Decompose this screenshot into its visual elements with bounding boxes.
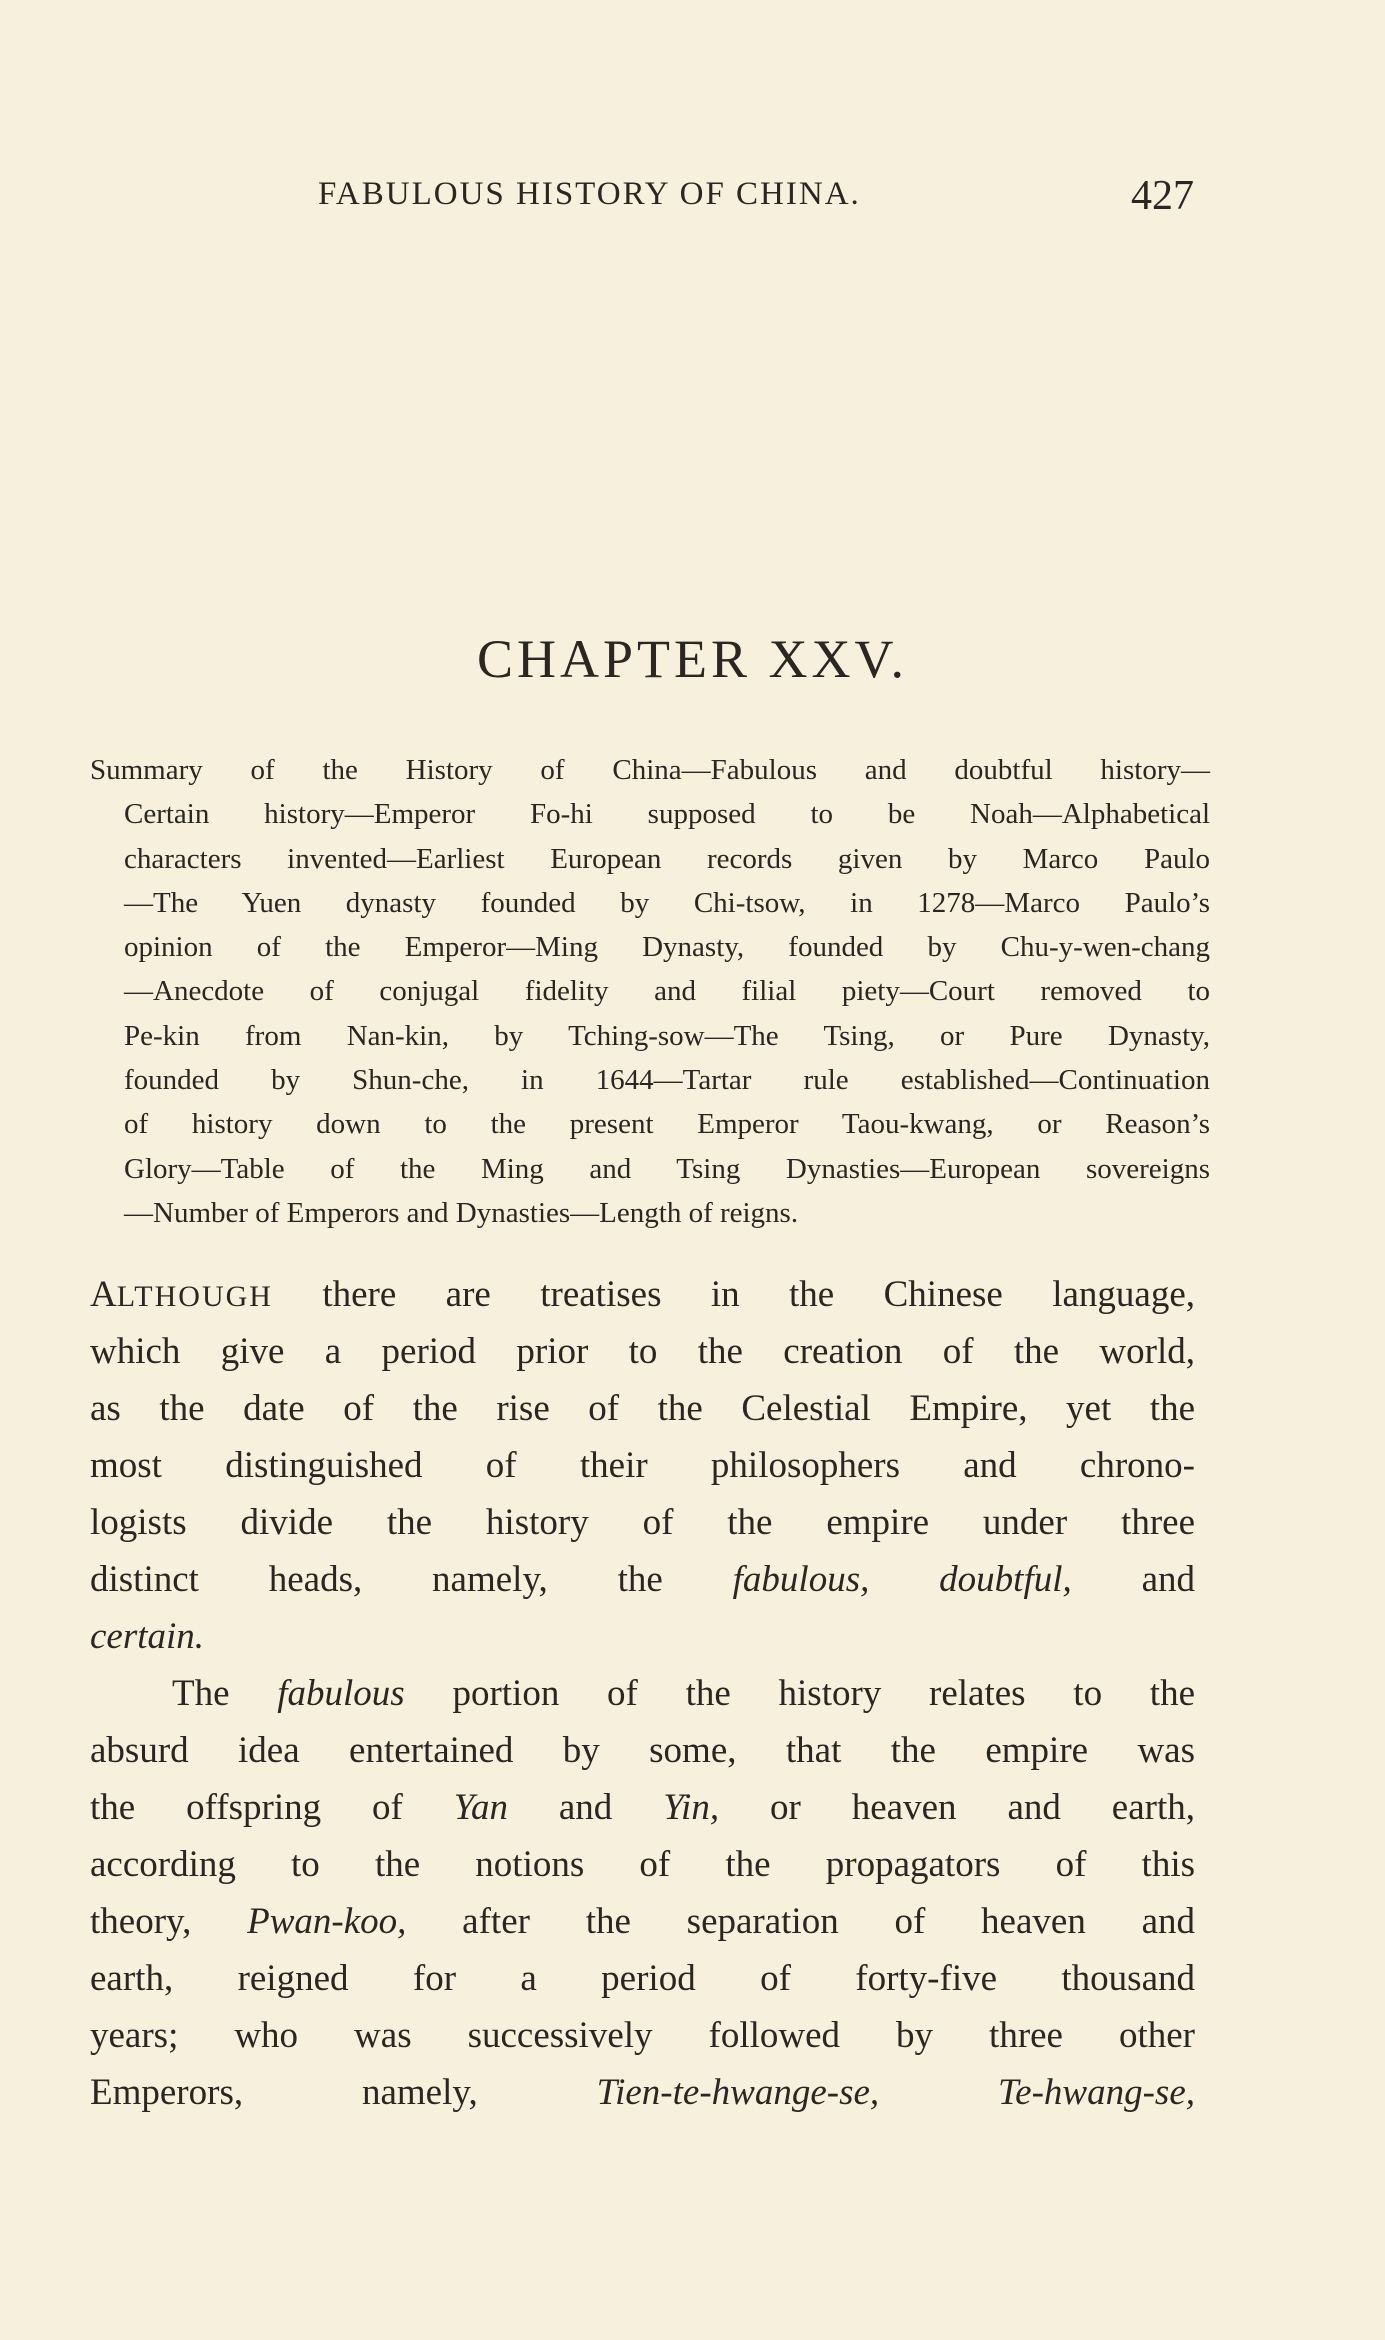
- summary-line: Glory—Table of the Ming and Tsing Dynasties—European sovereigns: [124, 1152, 1210, 1185]
- italic-term: fabulous: [277, 1673, 405, 1714]
- paragraph-1-line-4: most distinguished of their philosophers and chrono-: [90, 1445, 1195, 1486]
- paragraph-1-line-6: [90, 1551, 1195, 1608]
- text-run: The: [172, 1673, 278, 1714]
- italic-term: Pwan-koo,: [247, 1901, 407, 1942]
- paragraph-2-line-8: [90, 2064, 1195, 2121]
- paragraph-1-line-1: [90, 1266, 1195, 1323]
- paragraph-1-line-3: as the date of the rise of the Celestial Empire, yet the: [90, 1388, 1195, 1429]
- paragraph-2-line-4: according to the notions of the propagators of this: [90, 1844, 1195, 1885]
- summary-line: founded by Shun-che, in 1644—Tartar rule established—Continuation: [124, 1064, 1210, 1097]
- italic-term: Yan: [453, 1787, 508, 1828]
- italic-term: certain.: [90, 1616, 205, 1657]
- text-run: portion of the history relates to the: [404, 1673, 1195, 1714]
- italic-term: fabulous,: [732, 1559, 870, 1600]
- text-run: distinct heads, namely, the: [90, 1559, 733, 1600]
- running-title: FABULOUS HISTORY OF CHINA.: [318, 176, 861, 212]
- text-run: [869, 1559, 939, 1600]
- summary-line: —The Yuen dynasty founded by Chi-tsow, in 1278—Marco Paulo’s: [124, 886, 1210, 919]
- summary-line: of history down to the present Emperor Taou-kwang, or Reason’s: [124, 1108, 1210, 1141]
- text-run: theory,: [90, 1901, 248, 1942]
- body-text: [90, 1266, 1195, 2121]
- italic-term: Yin,: [663, 1787, 720, 1828]
- small-caps-word: LTHOUGH: [116, 1280, 273, 1313]
- italic-term: Tien-te-hwange-se,: [596, 2072, 880, 2113]
- paragraph-2-line-5: [90, 1893, 1195, 1950]
- paragraph-1-line-5: logists divide the history of the empire under three: [90, 1502, 1195, 1543]
- italic-term: Te-hwang-se,: [998, 2072, 1195, 2113]
- page-number: 427: [1131, 173, 1194, 219]
- chapter-title: CHAPTER XXV.: [476, 629, 909, 689]
- text-run: [879, 2072, 998, 2113]
- small-caps-initial: A: [90, 1274, 117, 1315]
- paragraph-1-line-2: which give a period prior to the creation of the world,: [90, 1331, 1195, 1372]
- paragraph-2-line-1: [90, 1665, 1195, 1722]
- text-run: after the separation of heaven and: [406, 1901, 1196, 1942]
- summary-line: —Anecdote of conjugal fidelity and filial piety—Court removed to: [124, 975, 1210, 1008]
- paragraph-2-line-7: years; who was successively followed by three other: [90, 2015, 1195, 2056]
- text-run: Emperors, namely,: [90, 2072, 597, 2113]
- paragraph-2-line-2: absurd idea entertained by some, that the empire was: [90, 1730, 1195, 1771]
- text-run: or heaven and earth,: [719, 1787, 1195, 1828]
- summary-line: Pe-kin from Nan-kin, by Tching-sow—The Tsing, or Pure Dynasty,: [124, 1019, 1210, 1052]
- paragraph-1-line-7: [90, 1608, 1195, 1665]
- text-run: and: [1071, 1559, 1195, 1600]
- running-head: [318, 173, 1194, 226]
- text-run: and: [507, 1787, 664, 1828]
- summary-line: Summary of the History of China—Fabulous and doubtful history—: [90, 754, 1210, 786]
- italic-term: doubtful,: [939, 1559, 1072, 1600]
- summary-line: —Number of Emperors and Dynasties—Length of reigns.: [124, 1196, 799, 1229]
- paragraph-2-line-3: [90, 1779, 1195, 1836]
- summary-line: Certain history—Emperor Fo-hi supposed to be Noah—Alphabetical: [124, 798, 1210, 831]
- text-run: the offspring of: [90, 1787, 454, 1828]
- summary-line: characters invented—Earliest European records given by Marco Paulo: [124, 842, 1210, 875]
- chapter-summary: [90, 748, 1210, 1235]
- text-run: there are treatises in the Chinese language,: [272, 1274, 1195, 1315]
- paragraph-2-line-6: earth, reigned for a period of forty-five thousand: [90, 1958, 1195, 1999]
- summary-line: opinion of the Emperor—Ming Dynasty, founded by Chu-y-wen-chang: [124, 931, 1210, 964]
